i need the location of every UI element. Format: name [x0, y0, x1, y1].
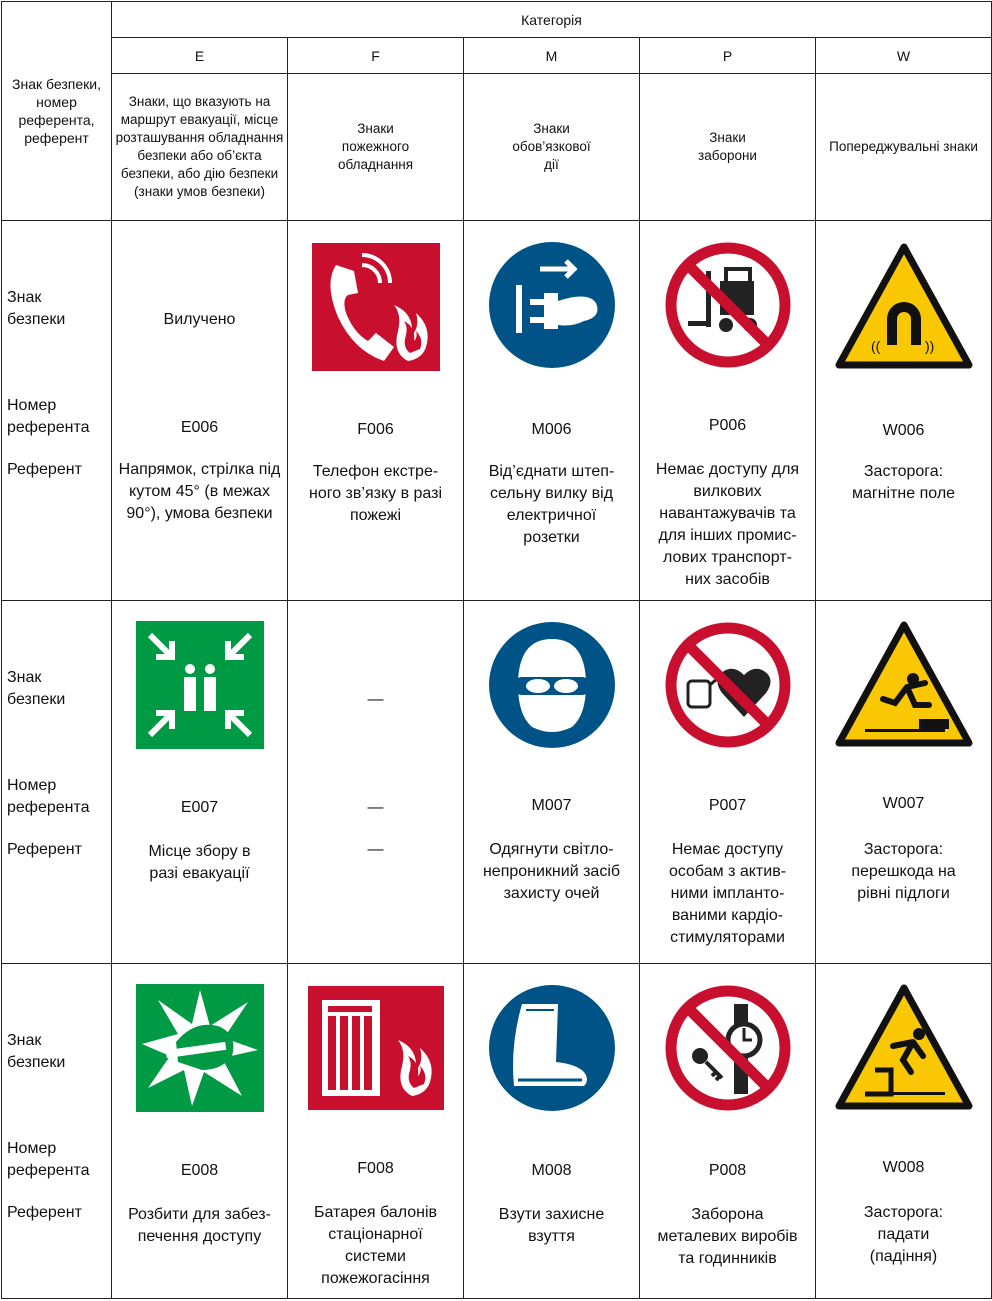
reference-code: E008: [180, 1162, 219, 1179]
cell-w006: [816, 221, 992, 601]
referent-text: Немає доступу для вилкових навантажувачів та для інших промис-лових транспорт-них засобів: [655, 461, 800, 588]
column-letter-m: M: [464, 38, 640, 74]
referent-text: Від’єднати штеп-сельну вилку від електричної розетки: [488, 463, 615, 546]
cell-e008: [112, 964, 288, 1299]
svg-text:)): )): [924, 338, 934, 354]
referent-text: Засторога: магнітне поле: [851, 463, 956, 502]
referent-text: Засторога: перешкода на рівні підлоги: [851, 841, 956, 902]
column-desc-m: Знаки обов’язкової дії: [464, 74, 640, 221]
svg-text:((: ((: [870, 338, 880, 354]
cell-w007: [816, 601, 992, 964]
reference-code: M007: [531, 797, 572, 814]
corner-header: Знак безпеки, номер референта, референт: [2, 2, 112, 221]
reference-code: F008: [357, 1160, 394, 1177]
cell-e007: [112, 601, 288, 964]
drop-warning-icon: [835, 984, 973, 1110]
reference-code: P007: [708, 797, 747, 814]
reference-code: F006: [357, 421, 394, 438]
reference-code: M006: [531, 421, 572, 438]
cell-p007: [640, 601, 816, 964]
cell-m007: [464, 601, 640, 964]
fire-alarm-telephone-icon: [312, 243, 440, 371]
number-label: Номер референта: [7, 777, 90, 816]
cell-w008: [816, 964, 992, 1299]
safety-signs-table: [1, 1, 992, 1299]
row-labels: [2, 221, 112, 601]
column-letter-p: P: [640, 38, 816, 74]
dash-sign: —: [367, 691, 384, 708]
no-pacemaker-icon: [664, 621, 792, 749]
reference-code: W006: [882, 422, 925, 439]
break-to-access-icon: [136, 984, 264, 1112]
referent-text: Одягнути світло-непроникний засіб захисту очей: [482, 841, 621, 902]
column-desc-p: Знаки заборони: [640, 74, 816, 221]
removed-text: Вилучено: [163, 311, 236, 328]
referent-text: Розбити для забез-печення доступу: [128, 1206, 271, 1245]
reference-code: E007: [180, 799, 219, 816]
column-desc-f: Знаки пожежного обладнання: [288, 74, 464, 221]
referent-label: Референт: [7, 461, 82, 478]
row-labels: [2, 601, 112, 964]
cell-f006: [288, 221, 464, 601]
floor-obstacle-warning-icon: [835, 621, 973, 747]
reference-code: —: [367, 799, 384, 816]
safety-footwear-icon: [488, 984, 616, 1112]
column-desc-w: Попереджувальні знаки: [816, 74, 992, 221]
referent-text: Батарея балонів стаціонарної системи пожежогасіння: [314, 1204, 437, 1287]
sign-label: Знак безпеки: [7, 289, 66, 328]
reference-code: M008: [531, 1162, 572, 1179]
referent-label: Референт: [7, 841, 82, 858]
column-letter-w: W: [816, 38, 992, 74]
reference-code: W007: [882, 795, 925, 812]
cell-m008: [464, 964, 640, 1299]
cell-f008: [288, 964, 464, 1299]
cell-m006: [464, 221, 640, 601]
number-label: Номер референта: [7, 1140, 90, 1179]
no-forklift-icon: [664, 241, 792, 369]
assembly-point-icon: [136, 621, 264, 749]
cell-e006: [112, 221, 288, 601]
referent-text: Заборона металевих виробів та годинників: [657, 1206, 798, 1267]
referent-text: Телефон екстре-ного зв’язку в разі пожежі: [308, 463, 443, 524]
column-letter-e: E: [112, 38, 288, 74]
cell-f007: [288, 601, 464, 964]
column-desc-e: Знаки, що вказують на маршрут евакуації, місце розташування обладнання безпеки або об’єкта безпеки, або дію безпеки (знаки умов безпеки): [112, 74, 288, 221]
wear-goggles-icon: [488, 621, 616, 749]
reference-code: E006: [180, 419, 219, 436]
cell-p006: [640, 221, 816, 601]
fire-extinguishing-battery-icon: [308, 986, 444, 1110]
number-label: Номер референта: [7, 397, 90, 436]
reference-code: P008: [708, 1162, 747, 1179]
referent-text: Взути захисне взуття: [498, 1206, 605, 1245]
sign-label: Знак безпеки: [7, 1032, 66, 1071]
category-header: Категорія: [112, 2, 992, 38]
disconnect-plug-icon: [488, 241, 616, 369]
no-metal-watches-icon: [664, 984, 792, 1112]
referent-text: Напрямок, стрілка під кутом 45° (в межах 90°), умова безпеки: [118, 461, 281, 522]
reference-code: W008: [882, 1159, 925, 1176]
referent-label: Референт: [7, 1204, 82, 1221]
reference-code: P006: [708, 417, 747, 434]
sign-label: Знак безпеки: [7, 669, 66, 708]
cell-p008: [640, 964, 816, 1299]
referent-text: Немає доступу особам з актив-ними імпланто-ваними кардіо-стимуляторами: [668, 841, 787, 946]
referent-text: Засторога: падати (падіння): [863, 1204, 944, 1265]
row-labels: [2, 964, 112, 1299]
magnetic-field-warning-icon: [835, 243, 973, 369]
column-letter-f: F: [288, 38, 464, 74]
referent-text: Місце збору в разі евакуації: [148, 843, 251, 882]
referent-text: —: [367, 841, 384, 858]
